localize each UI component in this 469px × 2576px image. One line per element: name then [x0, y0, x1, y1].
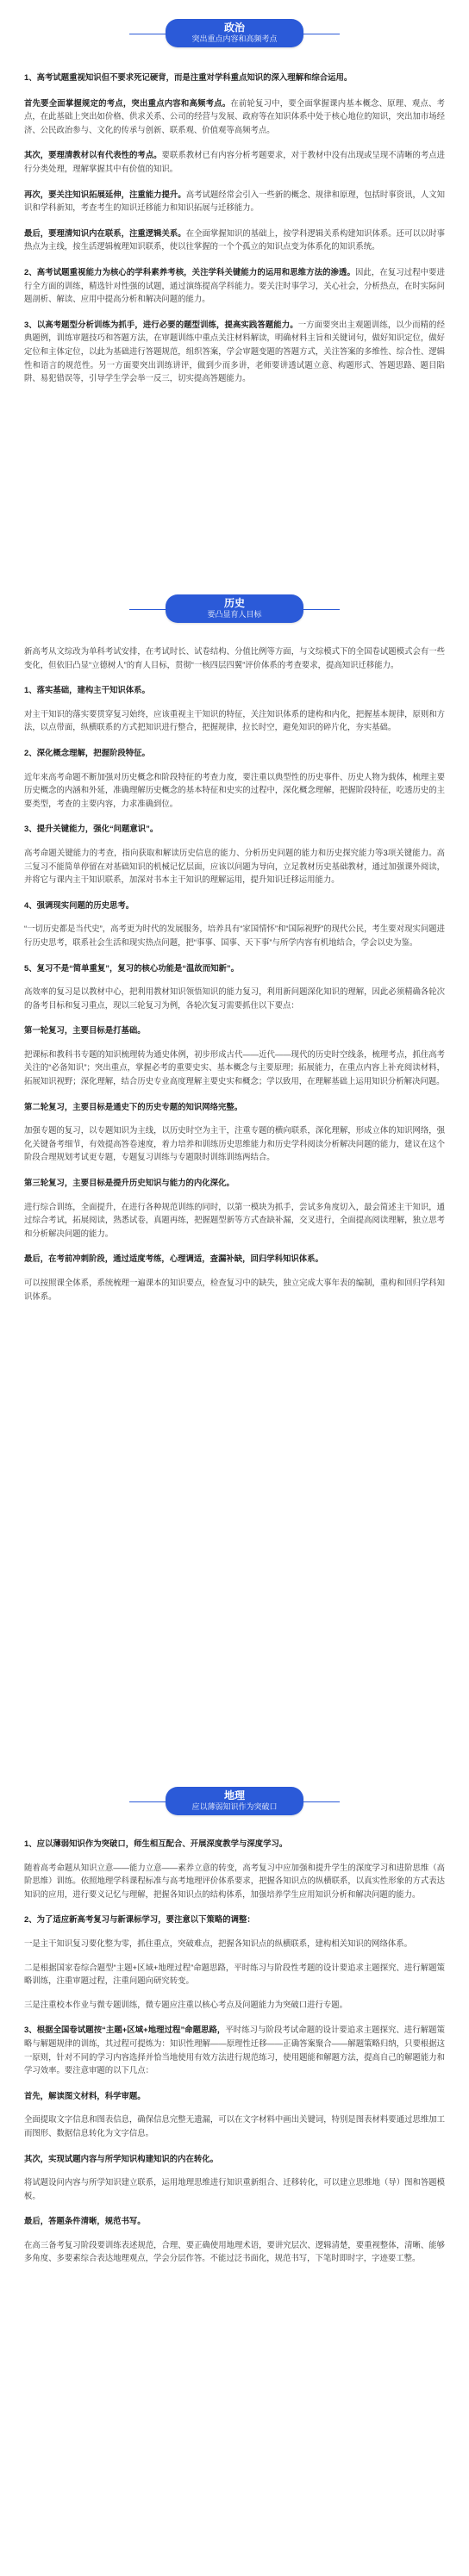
paragraph: [24, 985, 445, 1011]
section-geography-body: [0, 1837, 469, 2265]
paragraph-text: 随着高考命题从知识立意——能力立意——素养立意的转变，高考复习中应加强和提升学生的深度学习和进阶思维（高阶思维）训练。依照地理学科课程标准与高考地理评价体系要求，把握各知识点的纵横联系，以真实性形象的方式表达知识的应用，进行要义记忆与理解，把握各知识点的结构体系，加强培养学生应用知识分析和解决问题的能力。: [24, 1862, 445, 1899]
section-history-body: [0, 644, 469, 1303]
paragraph-text: 将试题设问内容与所学知识建立联系，运用地理思维进行知识重新组合、迁移转化，可以建立思维地（导）图和答题模板。: [24, 2177, 445, 2200]
paragraph-text: 全面提取文字信息和图表信息，确保信息完整无遗漏，可以在文字材料中画出关键词，特别是图表材料要通过思维加工而图形、数据信息转化为文字信息。: [24, 2114, 445, 2137]
paragraph-heading: [24, 1100, 445, 1114]
paragraph: [24, 227, 445, 253]
heading-text: 首先，解读图文材料，科学审题。: [24, 2090, 146, 2100]
paragraph-heading: 再次，要关注知识拓展延伸，注重能力提升。: [24, 189, 186, 199]
paragraph-heading: 1、高考试题重视知识但不要求死记硬背，而是注重对学科重点知识的深入理解和综合运用。: [24, 72, 353, 82]
paragraph-heading: 最后，要理清知识内在联系，注重逻辑关系。: [24, 227, 186, 238]
paragraph-heading: 3、以高考题型分析训练为抓手，进行必要的题型训练，提高实践答题能力。: [24, 319, 298, 329]
paragraph-text: 高效率的复习是以教材中心，把利用教材知识领悟知识的能力复习，利用新问题深化知识的理解，因此必须精确各轮次的备考目标和复习重点，现以三轮复习为例，各轮次复习需要抓住以下要点：: [24, 986, 445, 1010]
paragraph: [24, 148, 445, 175]
paragraph: [24, 1937, 445, 1951]
paragraph-text: “一切历史都是当代史”，高考更为时代的发展服务，培养具有“家国情怀”和“国际视野”的现代公民，考生要对现实问题进行历史思考，联系社会生活和现实热点问题，把“事事、国事、天下事”与所学内容有机地结合，学会以史为鉴。: [24, 924, 445, 947]
section-history: [0, 594, 469, 623]
paragraph-heading: [24, 1837, 445, 1851]
paragraph: [24, 846, 445, 887]
paragraph: [24, 1961, 445, 1988]
heading-text: 1、落实基础，建构主干知识体系。: [24, 685, 150, 695]
paragraph: [24, 1048, 445, 1088]
paragraph-heading: [24, 1913, 445, 1926]
paragraph: [24, 1123, 445, 1164]
paragraph: [24, 922, 445, 949]
paragraph-heading: [24, 2152, 445, 2166]
heading-text: 2、为了适应新高考复习与新课标学习，要注意以下策略的调整：: [24, 1914, 255, 1925]
section-title-badge: [166, 1787, 303, 1815]
paragraph: [24, 96, 445, 137]
paragraph: [24, 71, 445, 84]
paragraph-heading: [24, 2089, 445, 2103]
paragraph-text: 对主干知识的落实要贯穿复习始终，应该重视主干知识的特征，关注知识体系的建构和内化，把握基本规律，原则和方法，以点带面，纵横联系的方式把知识进行整合，把握规律，拉长时空，避免知识的碎片化，夯实基础。: [24, 708, 445, 732]
heading-text: 第三轮复习，主要目标是提升历史知识与能力的内化深化。: [24, 1178, 234, 1188]
paragraph-text: 进行综合训练，全面提升，在进行各种规范训练的同时，以第一模块为抓手，尝试多角度切入，最会简述主干知识，通过综合考试，拓展阅读，熟悉试卷，真题再练，把握题型新等方式查缺补漏，交叉进行，全面提高阅读理解，独立思考和分析解决问题的能力。: [24, 1201, 445, 1238]
paragraph-heading: [24, 822, 445, 836]
paragraph-text: 要联系教材已有内容分析考题要求，对于教材中没有出现或呈现不清晰的考点进行分类处理，理解掌握其中有价值的知识。: [24, 150, 445, 173]
paragraph: [24, 1998, 445, 2012]
paragraph: [24, 1200, 445, 1241]
heading-text: 5、复习不是“简单重复”，复习的核心功能是“温故而知新”。: [24, 962, 239, 973]
paragraph: [24, 188, 445, 215]
paragraph-text: 高考试题经常会引入一些新的概念、规律和原理，包括时事资讯，人文知识和学科新知，考查考生的知识迁移能力和知识拓展与迁移能力。: [24, 189, 445, 213]
section-title: 地理: [223, 1789, 245, 1801]
section-politics: [0, 19, 469, 47]
heading-text: 4、强调现实问题的历史思考。: [24, 899, 134, 910]
paragraph-heading: [24, 1024, 445, 1037]
section-subtitle: 要凸显育人目标: [207, 610, 262, 619]
paragraph-text: 近年来高考命题不断加强对历史概念和阶段特征的考查力度，要注重以典型性的历史事件、历史人物为载体，梳理主要历史概念的内涵和外延，准确理解历史概念的基本特征和史实的过程中，深化概念理解，把握阶段特征，吃透历史的主要类型，考查的主要内容，力求准确到位。: [24, 771, 445, 808]
heading-text: 1、应以薄弱知识作为突破口，师生相互配合、开展深度教学与深度学习。: [24, 1839, 288, 1848]
paragraph: [24, 2112, 445, 2139]
paragraph-text: 新高考从文综改为单科考试安排，在考试时长、试卷结构、分值比例等方面，与文综模式下的全国卷试题模式会有一些变化，但依旧凸显“立德树人”的育人目标，贯彻“一核四层四翼”评价体系的考查要求，提高知识迁移能力。: [24, 646, 445, 669]
section-subtitle: 应以薄弱知识作为突破口: [191, 1802, 278, 1811]
heading-text: 最后，在考前冲刺阶段，通过适度考练，心理调适，查漏补缺，回归学科知识体系。: [24, 1254, 323, 1264]
heading-text: 3、提升关键能力，强化“问题意识”。: [24, 824, 159, 834]
paragraph: [24, 770, 445, 811]
paragraph-text: 三是注重校本作业与微专题训练，微专题应注重以核心考点及问题能力为突破口进行专题。: [24, 1999, 348, 2009]
paragraph-text: 高考命题关键能力的考查，指向获取和解读历史信息的能力、分析历史问题的能力和历史探究能力等3项关键能力。高三复习不能简单停留在对基础知识的机械记忆层面，应该以问题为导向，立足教材历史基础教材，通过加强课外阅读，并将它与课内主干知识联系，加深对书本主干知识的理解运用，提升知识迁移运用能力。: [24, 847, 445, 885]
section-title-badge: [166, 594, 303, 623]
section-politics-header: [0, 19, 469, 47]
paragraph-text: 把课标和教科书专题的知识梳理转为通史体例，初步形成古代——近代——现代的历史时空线条，梳理考点，抓住高考关注的“必备知识”；突出重点，掌握必考的重要史实、基本概念与主要原理；拓展能力，在重点内容上补充阅读材料，拓展知识视野；深化理解，结合历史专业高度理解主要史实和概念；学以致用，在理解基础上运用知识分析解决问题。: [24, 1048, 445, 1086]
paragraph-text: 一是主干知识复习要化整为零，抓住重点，突破难点，把握各知识点的纵横联系，建构相关知识的网络体系。: [24, 1938, 413, 1948]
section-history-header: [0, 594, 469, 623]
paragraph-heading: 3、根据全国卷试题按“主题+区域+地理过程”命题思路，: [24, 2025, 226, 2035]
paragraph-text: 二是根据国家卷综合题型“主题+区域+地理过程”命题思路，平时练习与阶段性考题的设计要追求主题探究、进行解题策略训练，注重审题过程，注重问题向研究转变。: [24, 1962, 445, 1986]
heading-text: 2、深化概念理解，把握阶段特征。: [24, 747, 150, 757]
paragraph: [24, 2023, 445, 2076]
paragraph: [24, 2238, 445, 2265]
paragraph-heading: 2、高考试题重视能力为核心的学科素养考核，关注学科关键能力的运用和思维方法的渗透。: [24, 266, 355, 277]
paragraph-heading: [24, 961, 445, 975]
paragraph-heading: [24, 2214, 445, 2228]
heading-text: 最后，答题条件清晰，规范书写。: [24, 2216, 146, 2226]
paragraph-heading: [24, 899, 445, 912]
paragraph-heading: [24, 1176, 445, 1190]
paragraph: [24, 707, 445, 734]
paragraph-text: 平时练习与阶段考试命题的设计要追求主题探究、进行解题策略与解题规律的训练，其过程可提炼为：知识性理解——原理性迁移——正确答案聚合——解题策略归纳，只要根据这一原则，针对不同的学习内容选择并恰当地使用有效方法进行规范练习，使用题能和解题方法，提高自己的解题能力和学习效率。要注意审题的以下几点：: [24, 2025, 445, 2075]
section-geography-header: [0, 1787, 469, 1815]
paragraph: [24, 265, 445, 306]
paragraph-text: 可以按照课全体系，系统梳理一遍课本的知识要点，检查复习中的缺失，独立完成大事年表的编制，重构和回归学科知识体系。: [24, 1278, 445, 1301]
paragraph: [24, 2175, 445, 2202]
heading-text: 第二轮复习，主要目标是通史下的历史专题的知识网络完整。: [24, 1101, 243, 1111]
paragraph: [24, 1276, 445, 1303]
paragraph-text: 在全面掌握知识的基础上，按学科逻辑关系构建知识体系。还可以以时事热点为主线，按生活逻辑梳理知识联系，使以往掌握的一个个孤立的知识点变为体系化的知识系统。: [24, 227, 445, 252]
heading-text: 第一轮复习，主要目标是打基础。: [24, 1025, 146, 1036]
paragraph-text: 因此，在复习过程中要进行全方面的训练，精选针对性强的试题，通过演练提高学科能力。要关注时事学习，关心社会，分析热点，在时实际问题剖析、解读、应用中提高分析和解决问题的能力。: [24, 266, 445, 304]
paragraph-text: 在高三备考复习阶段要训练表述规范，合理、要正确使用地理术语，要讲究层次、逻辑清楚，要重视整体，清晰、能够多角度、多要素综合表达地理观点，学会分层作答。不能过泛书面化，规范书写，下笔时即时字，字迹要工整。: [24, 2239, 445, 2263]
section-title: 政治: [223, 22, 245, 34]
paragraph-text: 在前轮复习中，要全面掌握课内基本概念、原理、观点、考点，在此基础上突出如价格、供求关系、公司的经营与发展、政府等在知识体系中处于核心地位的知识，突出加市场经济、公民政治参与、文化的传承与创新、联系观、价值观等高频考点。: [24, 97, 445, 134]
section-title: 历史: [223, 597, 245, 609]
section-geography: [0, 1787, 469, 1815]
paragraph: [24, 318, 445, 385]
heading-text: 其次，实现试题内容与所学知识构建知识的内在转化。: [24, 2153, 219, 2163]
paragraph: [24, 1861, 445, 1901]
section-subtitle: 突出重点内容和高频考点: [191, 34, 278, 43]
paragraph-heading: [24, 683, 445, 697]
paragraph-heading: [24, 746, 445, 760]
section-title-badge: [166, 19, 303, 47]
paragraph: [24, 644, 445, 671]
paragraph-heading: [24, 1252, 445, 1266]
paragraph-heading: 首先要全面掌握规定的考点，突出重点内容和高频考点。: [24, 97, 231, 108]
section-politics-body: [0, 71, 469, 385]
paragraph-heading: 其次，要理清教材以有代表性的考点。: [24, 150, 162, 160]
paragraph-text: 加强专题的复习，以专题知识为主线，以历史时空为主干，注重专题的横向联系，深化理解，形成立体的知识网络，强化关键备考细节，有效提高答卷速度，着力培养和训练历史思维能力和历史学科阅读分析解决问题的能力，建议在这个阶段合理规划考试更专题，专题复习训练与专题限时训练训练两结合。: [24, 1125, 445, 1162]
paragraph-text: 一方面要突出主观题训练，以少而精的经典题例，训练审题技巧和答题方法，在审题训练中重点关注材料解读，明确材料主旨和关键词句，做好知识定位，做好定位和主体定位，以此为基础进行答题规范，组织答案，学会审题变题的答题方式，关注答案的多维性、综合性、逻辑性和语言的规范性。另一方面要突出训练讲评，做到少而多讲，老师要讲透试题立意、构题形式、答题思路、题目陷阱、易犯错误等，引导学生学会举一反三，切实提高答题能力。: [24, 319, 445, 383]
